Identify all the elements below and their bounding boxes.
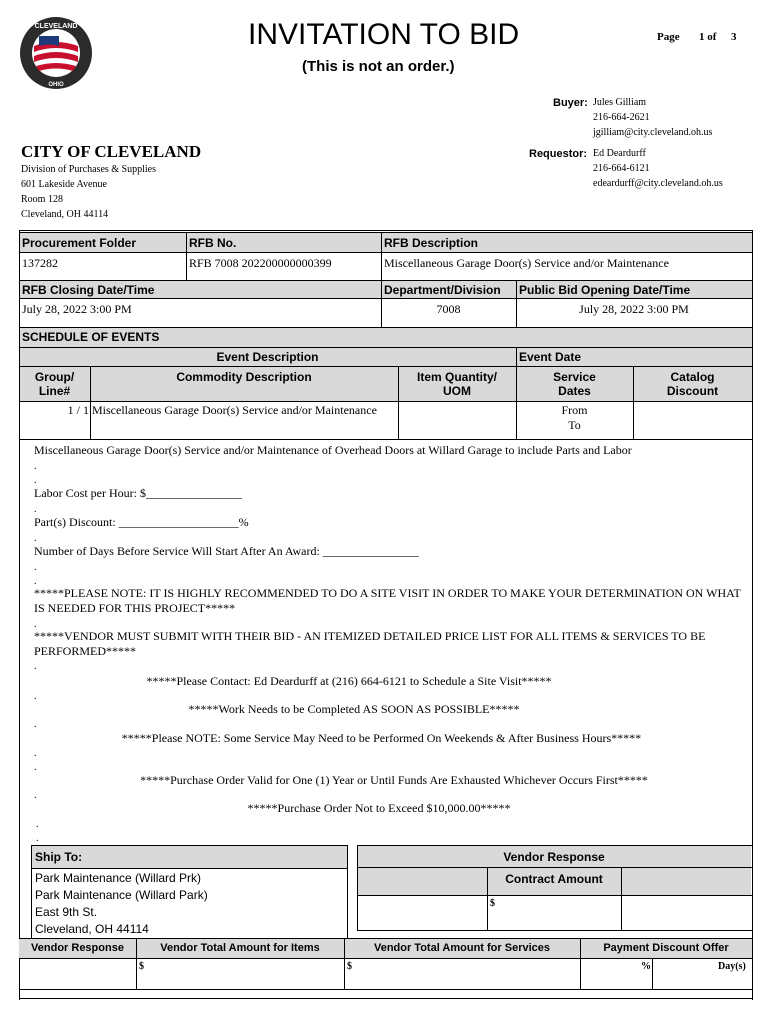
requestor-email: edeardurff@city.cleveland.oh.us	[593, 178, 723, 189]
buyer-phone: 216-664-2621	[593, 112, 650, 123]
item-description: Miscellaneous Garage Door(s) Service and/or Maintenance	[92, 403, 377, 417]
page-total: 3	[731, 31, 737, 43]
closing-value: July 28, 2022 3:00 PM	[22, 302, 132, 316]
vendor-response-input[interactable]	[22, 960, 134, 987]
quantity-header: Item Quantity/ UOM	[416, 370, 497, 398]
buyer-email: jgilliam@city.cleveland.oh.us	[593, 127, 713, 138]
po-limit-note: *****Purchase Order Not to Exceed $10,000.00*****	[247, 801, 511, 815]
requestor-name: Ed Deardurff	[593, 148, 646, 159]
ship-to-line: Cleveland, OH 44114	[35, 922, 149, 936]
event-description-header: Event Description	[216, 350, 319, 364]
document-title: INVITATION TO BID	[248, 18, 520, 51]
spacer-dot: .	[34, 461, 37, 472]
svg-text:CLEVELAND: CLEVELAND	[34, 23, 78, 30]
requestor-label: Requestor:	[529, 148, 588, 160]
discount-percent-sign: %	[641, 961, 651, 972]
spacer-dot: .	[34, 790, 37, 801]
org-name: CITY OF CLEVELAND	[21, 142, 202, 161]
discount-days-label: Day(s)	[718, 961, 746, 972]
spacer-dot: .	[34, 661, 37, 672]
contract-amount-dollar: $	[490, 898, 495, 909]
ship-to-line: Park Maintenance (Willard Prk)	[35, 871, 202, 885]
weekends-note: *****Please NOTE: Some Service May Need to be Performed On Weekends & After Business Hours*****	[121, 731, 642, 745]
total-items-input[interactable]	[148, 960, 342, 987]
document-subtitle: (This is not an order.)	[302, 58, 455, 75]
department-value: 7008	[436, 302, 461, 316]
discount-days-input[interactable]	[655, 960, 715, 987]
commodity-header: Commodity Description	[176, 370, 312, 384]
rfb-no-value: RFB 7008 202200000000399	[189, 256, 332, 270]
closing-label: RFB Closing Date/Time	[22, 283, 155, 297]
itemized-price-note: *****VENDOR MUST SUBMIT WITH THEIR BID - AN ITEMIZED DETAILED PRICE LIST FOR ALL ITEMS & SERVICES TO BE PERFORMED*****	[34, 629, 706, 658]
spacer-dot: .	[34, 719, 37, 730]
schedule-title: SCHEDULE OF EVENTS	[22, 330, 160, 344]
group-line-header: Group/ Line#	[34, 370, 75, 398]
event-date-header: Event Date	[519, 350, 582, 364]
spacer-dot: .	[34, 762, 37, 773]
buyer-label: Buyer:	[553, 97, 588, 109]
total-items-dollar: $	[139, 961, 144, 972]
footer-vendor-response-header: Vendor Response	[31, 942, 124, 954]
footer-total-items-header: Vendor Total Amount for Items	[160, 942, 320, 954]
service-from: From	[561, 403, 588, 417]
discount-percent-input[interactable]	[583, 960, 639, 987]
site-visit-note: *****PLEASE NOTE: IT IS HIGHLY RECOMMENDED TO DO A SITE VISIT IN ORDER TO MAKE YOUR DETERMINATION ON WHAT IS NEEDED FOR THIS PROJECT*****	[34, 586, 741, 615]
intro-text: Miscellaneous Garage Door(s) Service and/or Maintenance of Overhead Doors at Willard Garage to include Parts and Labor	[34, 443, 632, 457]
service-dates-header: Service Dates	[553, 370, 596, 398]
spacer-dot: .	[36, 819, 39, 830]
org-line: Room 128	[21, 194, 63, 205]
ship-to-line: East 9th St.	[35, 905, 98, 919]
spacer-dot: .	[34, 748, 37, 759]
org-line: Cleveland, OH 44114	[21, 209, 109, 220]
po-valid-note: *****Purchase Order Valid for One (1) Year or Until Funds Are Exhausted Whichever Occurs First*****	[140, 773, 648, 787]
days-before-service-field[interactable]: Number of Days Before Service Will Start After An Award: ________________	[34, 544, 419, 558]
service-to: To	[568, 418, 581, 432]
spacer-dot: .	[34, 504, 37, 515]
contract-amount-input[interactable]	[500, 897, 618, 927]
opening-value: July 28, 2022 3:00 PM	[579, 302, 689, 316]
contact-note: *****Please Contact: Ed Deardurff at (216) 664-6121 to Schedule a Site Visit*****	[146, 674, 552, 688]
vendor-response-title: Vendor Response	[503, 850, 605, 864]
catalog-discount-header: Catalog Discount	[666, 370, 719, 398]
spacer-dot: .	[34, 533, 37, 544]
page-label: Page	[657, 31, 680, 43]
spacer-dot: .	[34, 691, 37, 702]
requestor-phone: 216-664-6121	[593, 163, 650, 174]
labor-cost-field[interactable]: Labor Cost per Hour: $________________	[34, 486, 242, 500]
ship-to-label: Ship To:	[35, 850, 83, 864]
spacer-dot: .	[36, 833, 39, 844]
total-services-dollar: $	[347, 961, 352, 972]
footer-total-services-header: Vendor Total Amount for Services	[373, 942, 551, 954]
ship-to-line: Park Maintenance (Willard Park)	[35, 888, 208, 902]
spacer-dot: .	[34, 562, 37, 573]
contract-amount-header: Contract Amount	[505, 872, 603, 886]
org-line: 601 Lakeside Avenue	[21, 179, 107, 190]
spacer-dot: .	[34, 619, 37, 630]
parts-discount-field[interactable]: Part(s) Discount: ____________________%	[34, 515, 249, 529]
footer-payment-discount-header: Payment Discount Offer	[603, 942, 729, 954]
rfb-no-label: RFB No.	[189, 236, 237, 250]
procurement-folder-value: 137282	[22, 256, 58, 270]
department-label: Department/Division	[384, 283, 501, 297]
opening-label: Public Bid Opening Date/Time	[519, 283, 691, 297]
asap-note: *****Work Needs to be Completed AS SOON AS POSSIBLE*****	[188, 702, 520, 716]
item-line-number: 1 / 1	[67, 403, 89, 417]
procurement-folder-label: Procurement Folder	[22, 236, 137, 250]
org-line: Division of Purchases & Supplies	[21, 164, 156, 175]
city-seal-logo	[19, 16, 93, 90]
page-number: 1 of	[699, 31, 717, 43]
rfb-description-value: Miscellaneous Garage Door(s) Service and/or Maintenance	[384, 256, 669, 270]
rfb-description-label: RFB Description	[384, 236, 479, 250]
buyer-name: Jules Gilliam	[593, 97, 647, 108]
svg-text:OHIO: OHIO	[48, 82, 64, 88]
total-services-input[interactable]	[356, 960, 578, 987]
spacer-dot: .	[34, 475, 37, 486]
spacer-dot: .	[34, 576, 37, 587]
